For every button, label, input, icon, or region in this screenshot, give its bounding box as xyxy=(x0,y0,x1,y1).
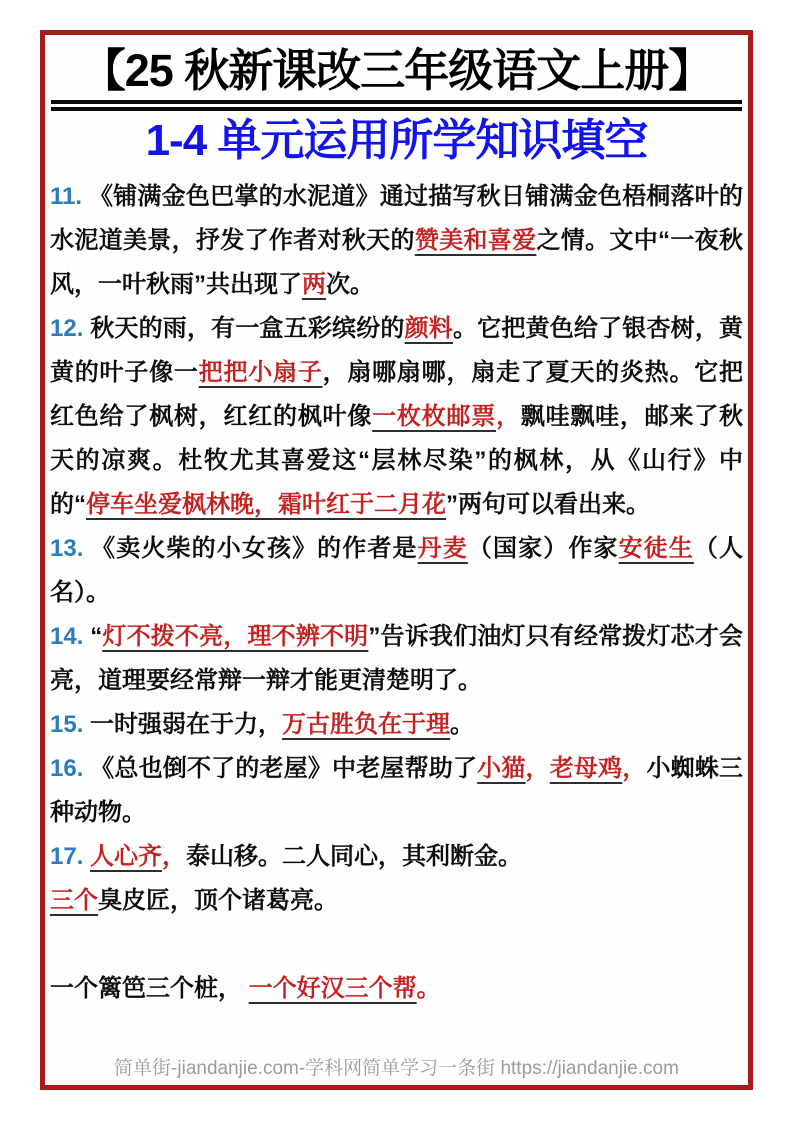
answer-run: 小猫 xyxy=(477,755,526,782)
answer-run: 万古胜负在于理 xyxy=(282,711,451,738)
text-run: ”两句可以看出来。 xyxy=(446,491,650,518)
answer-run: 三个 xyxy=(50,887,98,914)
worksheet-paragraph xyxy=(50,967,743,1011)
text-run: 一时强弱在于力， xyxy=(90,711,283,738)
item-number: 14. xyxy=(50,623,91,650)
text-run: ，扇哪扇哪，扇走了夏天的炎热。它把红色给了枫树，红红的枫叶像 xyxy=(50,359,744,430)
item-number: 15. xyxy=(50,711,91,738)
item-number: 16. xyxy=(50,755,91,782)
page-border-frame xyxy=(40,30,753,1090)
text-run: 。 xyxy=(450,711,475,738)
text-run: （人名）。 xyxy=(50,535,744,606)
answer-run: 颜料 xyxy=(404,315,453,342)
red-punctuation: ， xyxy=(496,403,521,430)
blank-line xyxy=(50,923,743,967)
page-subtitle: 1-4 单元运用所学知识填空 xyxy=(145,116,648,165)
answer-run: 一枚枚邮票 xyxy=(372,403,497,430)
text-run: 次。 xyxy=(326,271,374,298)
answer-run: 停车坐爱枫林晚，霜叶红于二月花 xyxy=(86,491,446,518)
item-number: 11. xyxy=(50,183,89,210)
answer-run: 安徒生 xyxy=(618,535,694,562)
red-punctuation: ， xyxy=(162,843,187,870)
red-punctuation: ， xyxy=(525,755,550,782)
text-run: 《卖火柴的小女孩》的作者是 xyxy=(91,535,418,562)
answer-run: 赞美和喜爱 xyxy=(414,227,537,254)
worksheet-paragraph xyxy=(50,307,743,527)
text-run: 泰山移。二人同心，其利断金。 xyxy=(186,843,523,870)
worksheet-paragraph xyxy=(50,835,743,879)
worksheet-paragraph xyxy=(50,747,743,835)
text-run: ”告诉我们油灯只有经常拨灯芯才会亮，道理要经常辩一辩才能更清楚明了。 xyxy=(50,623,744,694)
text-run: 小蜘蛛三种动物。 xyxy=(50,755,744,826)
text-run: 《总也倒不了的老屋》中老屋帮助了 xyxy=(90,755,478,782)
answer-run: 人心齐 xyxy=(90,843,163,870)
text-run: 。它把黄色给了银杏树，黄黄的叶子像一 xyxy=(50,315,744,386)
text-run: 一个篱笆三个桩， xyxy=(50,975,249,1002)
answer-run: 把把小扇子 xyxy=(198,359,323,386)
text-run: 之情。文中“一夜秋风，一叶秋雨”共出现了 xyxy=(50,227,744,298)
text-run: 《铺满金色巴掌的水泥道》通过描写秋日铺满金色梧桐落叶的水泥道美景，抒发了作者对秋天的 xyxy=(50,183,743,254)
text-run: 飘哇飘哇，邮来了秋天的凉爽。杜牧尤其喜爱这“层林尽染”的枫林，从《山行》中的“ xyxy=(50,403,744,518)
answer-run: 两 xyxy=(302,271,326,298)
footer-watermark: 简单街-jiandanjie.com-学科网简单学习一条街 https://jiandanjie.com xyxy=(114,1058,679,1079)
text-run: 秋天的雨，有一盒五彩缤纷的 xyxy=(90,315,405,342)
answer-run: 老母鸡 xyxy=(549,755,623,782)
red-punctuation: ， xyxy=(622,755,647,782)
text-run: 臭皮匠，顶个诸葛亮。 xyxy=(98,887,338,914)
answer-run: 一个好汉三个帮 xyxy=(248,975,417,1002)
worksheet-body xyxy=(50,175,743,1011)
item-number: 12. xyxy=(50,315,91,342)
red-punctuation: 。 xyxy=(416,975,441,1002)
worksheet-paragraph xyxy=(50,615,743,703)
answer-run: 丹麦 xyxy=(417,535,468,562)
worksheet-paragraph xyxy=(50,879,743,923)
worksheet-paragraph xyxy=(50,175,743,307)
worksheet-paragraph xyxy=(50,527,743,615)
text-run: （国家）作家 xyxy=(467,535,619,562)
worksheet-paragraph xyxy=(50,703,743,747)
item-number: 13. xyxy=(50,535,92,562)
answer-run: 灯不拨不亮，理不辨不明 xyxy=(102,623,369,650)
page-title: 【25 秋新课改三年级语文上册】 xyxy=(51,45,742,111)
text-run: “ xyxy=(90,623,103,650)
item-number: 17. xyxy=(50,843,91,870)
